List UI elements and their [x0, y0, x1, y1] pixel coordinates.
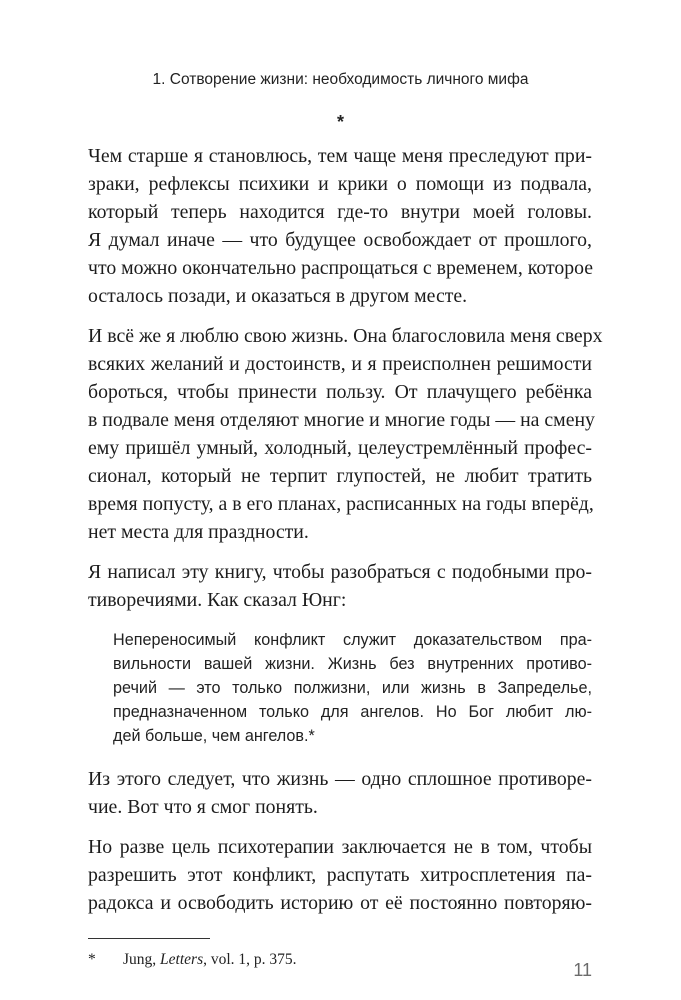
- quote-line: вильности вашей жизни. Жизнь без внутренних противо-: [113, 655, 592, 673]
- body-line: Чем старше я становлюсь, тем чаще меня преследуют при-: [88, 145, 592, 167]
- body-line: зраки, рефлексы психики и крики о помощи из подвала,: [88, 173, 592, 195]
- quote-line: предназначенном только для ангелов. Но Бог любит лю-: [113, 703, 592, 721]
- body-line: чие. Вот что я смог понять.: [88, 796, 318, 818]
- body-line: бороться, чтобы принести пользу. От плачущего ребёнка: [88, 381, 592, 403]
- footnote-title: Letters: [160, 951, 204, 968]
- quote-line: речий — это только полжизни, или жизнь в Запределье,: [113, 679, 592, 697]
- body-line: тиворечиями. Как сказал Юнг:: [88, 589, 347, 611]
- body-line: Я думал иначе — что будущее освобождает от прошлого,: [88, 229, 592, 251]
- quote-line: дей больше, чем ангелов.*: [113, 727, 315, 745]
- body-line: Но разве цель психотерапии заключается не в том, чтобы: [88, 836, 592, 858]
- running-head: 1. Сотворение жизни: необходимость личного мифа: [152, 71, 529, 88]
- footnote-rule: [88, 938, 210, 939]
- body-line: разрешить этот конфликт, распутать хитросплетения па-: [88, 864, 592, 886]
- body-line: время попусту, а в его планах, расписанных на годы вперёд,: [88, 493, 594, 515]
- body-line: Я написал эту книгу, чтобы разобраться с подобными про-: [88, 561, 592, 583]
- page-number: 11: [573, 960, 592, 980]
- body-line: Из этого следует, что жизнь — одно сплошное противоре-: [88, 768, 592, 790]
- body-line: который теперь находится где-то внутри моей головы.: [88, 201, 592, 223]
- quote-line: Непереносимый конфликт служит доказательством пра-: [113, 631, 592, 649]
- body-line: осталось позади, и оказаться в другом месте.: [88, 285, 468, 307]
- body-line: в подвале меня отделяют многие и многие годы — на смену: [88, 409, 595, 431]
- body-line: нет места для праздности.: [88, 521, 309, 543]
- body-line: И всё же я люблю свою жизнь. Она благословила меня сверх: [88, 325, 603, 347]
- body-line: ему пришёл умный, холодный, целеустремлённый профес-: [88, 437, 592, 459]
- body-line: что можно окончательно распрощаться с временем, которое: [88, 257, 594, 279]
- footnote-marker: *: [88, 951, 96, 968]
- body-line: всяких желаний и достоинств, и я преисполнен решимости: [88, 353, 592, 375]
- body-line: сионал, который не терпит глупостей, не любит тратить: [88, 465, 592, 487]
- footnote-rest: , vol. 1, p. 375.: [203, 951, 297, 968]
- body-line: радокса и освободить историю от её постоянно повторяю-: [88, 892, 592, 914]
- section-break-asterisk: *: [336, 112, 344, 132]
- footnote-author: Jung,: [123, 951, 161, 968]
- footnote: [88, 950, 297, 970]
